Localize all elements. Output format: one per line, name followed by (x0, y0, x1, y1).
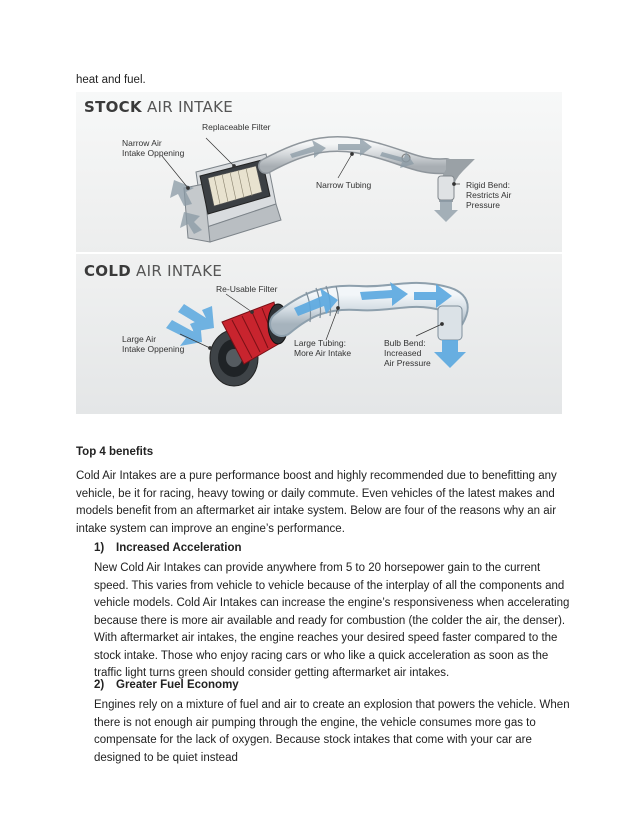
section-heading: Top 4 benefits (76, 446, 154, 458)
label-large-air: Large Air Intake Oppening (122, 334, 185, 354)
label-bulb-bend: Bulb Bend: Increased Air Pressure (384, 338, 431, 368)
benefit-1-text: New Cold Air Intakes can provide anywhere from 5 to 20 horsepower gain to the current speed. This varies from vehicle to vehicle because of the interplay of all the components and vehicle models. Cold Air Intakes can increase the engine’s responsiveness when accelerating because there is more air available and ready for combustion (the colder the air, the denser). With aftermarket air intakes, the engine reaches your desired speed faster compared to the stock intake. Those who enjoy racing cars or who like a quick acceleration as soon as the traffic light turns green should consider getting aftermarket air intakes. (94, 562, 570, 679)
label-narrow-tubing: Narrow Tubing (316, 180, 372, 190)
label-large-tubing: Large Tubing: More Air Intake (294, 338, 352, 358)
intake-comparison-figure (76, 92, 562, 414)
benefit-2-heading: 2) Greater Fuel Economy (94, 679, 239, 691)
label-replaceable-filter: Replaceable Filter (202, 122, 271, 132)
main-paragraph: Cold Air Intakes are a pure performance boost and highly recommended due to benefitting any vehicle, be it for racing, heavy towing or daily commute. Even vehicles of the latest makes and models benefit from an aftermarket air intake system. Below are four of the reasons why an air intake system can improve an engine’s performance. (76, 470, 557, 535)
stock-panel-title: STOCK AIR INTAKE (84, 98, 234, 116)
cold-panel-title: COLD AIR INTAKE (84, 262, 223, 280)
label-narrow-air: Narrow Air Intake Oppening (122, 138, 185, 158)
intro-text: heat and fuel. (76, 74, 146, 86)
benefit-1-heading: 1) Increased Acceleration (94, 542, 242, 554)
benefit-2-text: Engines rely on a mixture of fuel and air to create an explosion that powers the vehicle. When there is not enough air pumping through the engine, the vehicle consumes more gas to compensate for the lack of oxygen. Because stock intakes that come with your car are designed to be quiet instead (94, 699, 570, 764)
label-rigid-bend: Rigid Bend: Restricts Air Pressure (466, 180, 512, 210)
label-reusable-filter: Re-Usable Filter (216, 284, 278, 294)
